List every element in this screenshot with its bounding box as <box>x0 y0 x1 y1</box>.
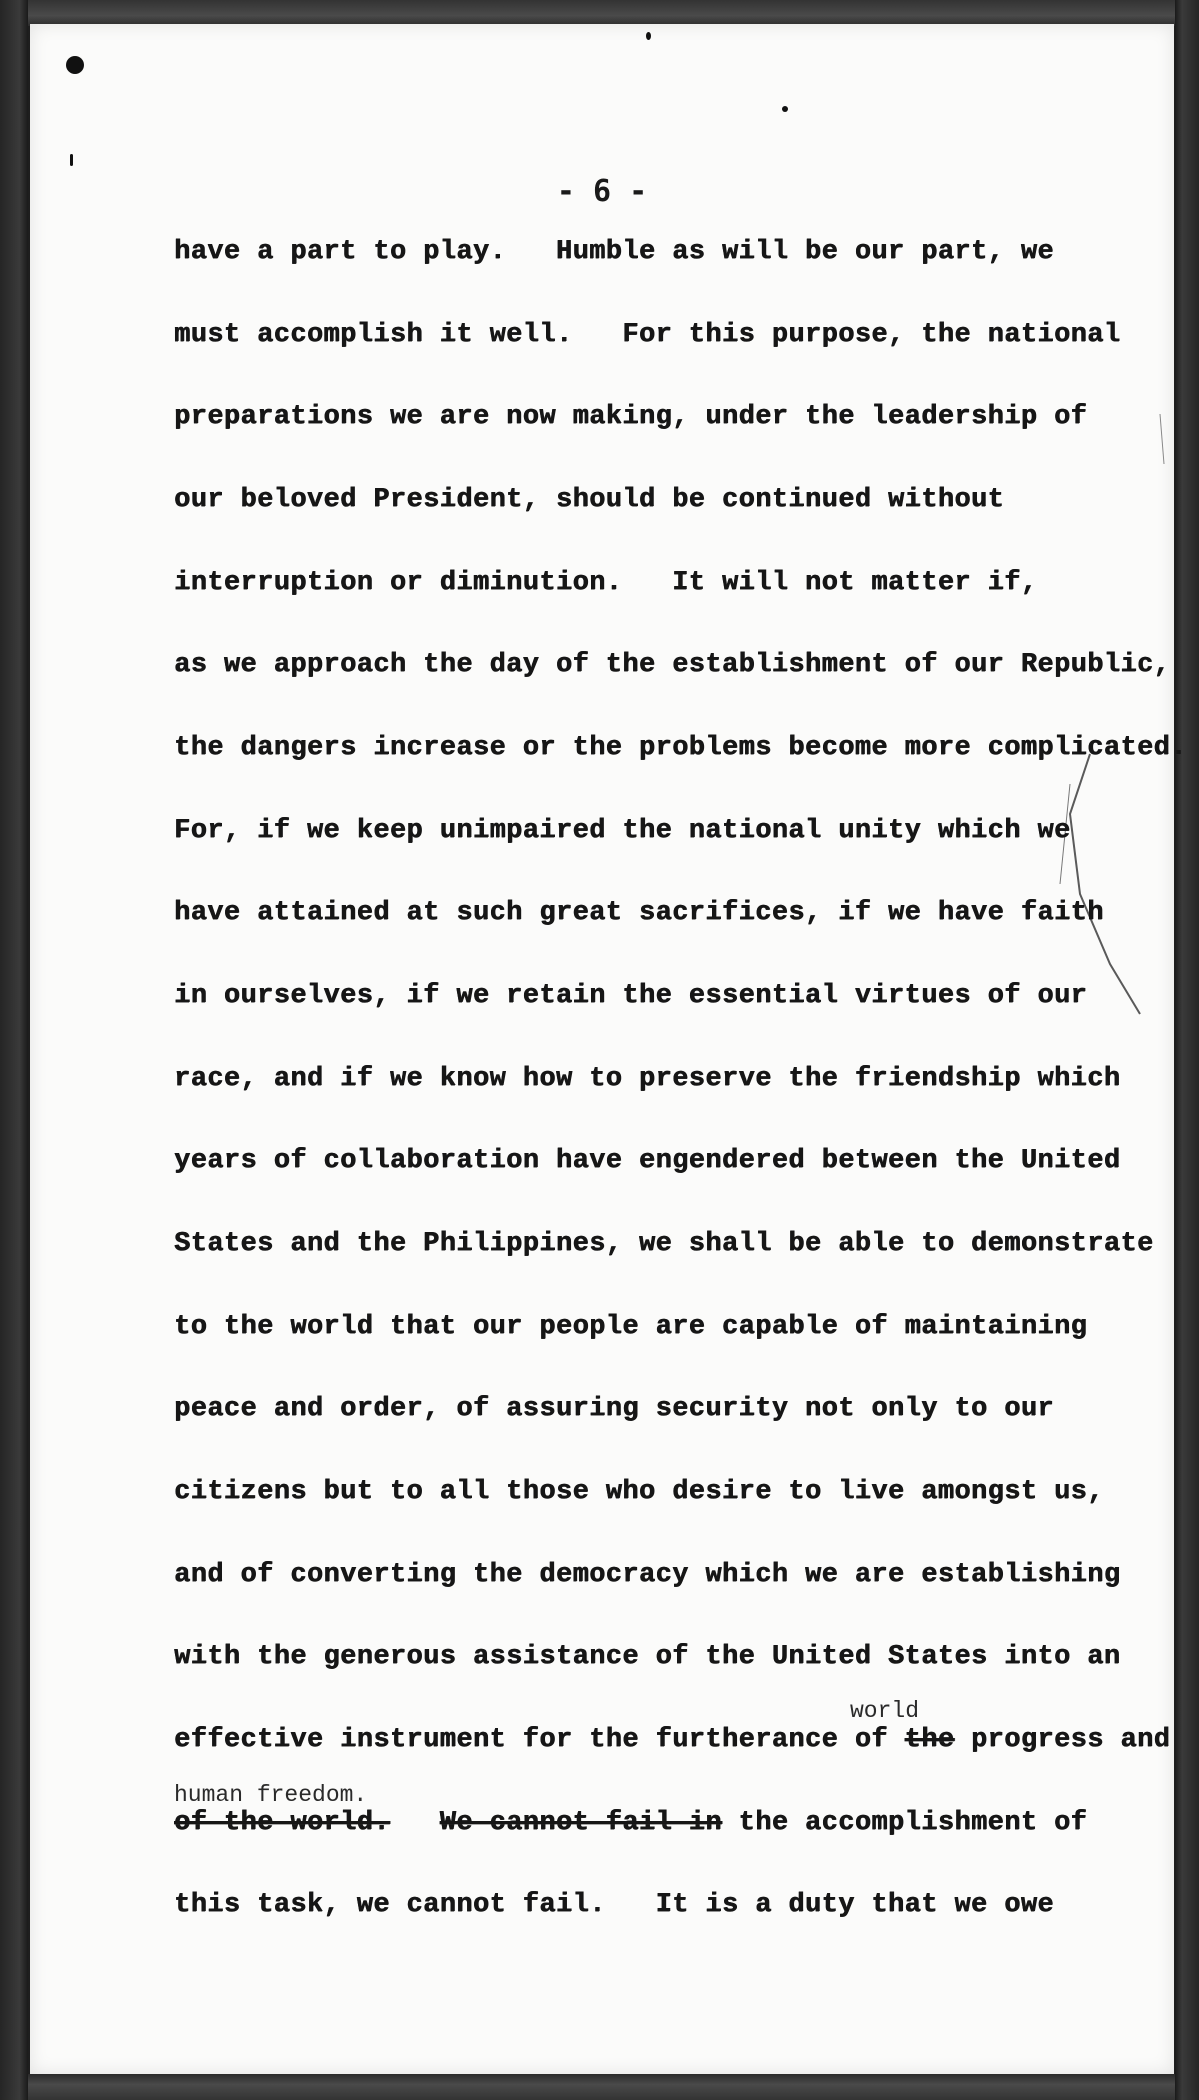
line20-rest: the accomplishment of <box>721 1808 1088 1838</box>
text-line-6: as we approach the day of the establishment of our Republic, <box>174 650 1171 680</box>
scan-edge-bottom <box>0 2074 1199 2100</box>
ink-speck <box>646 32 651 40</box>
text-line-15: peace and order, of assuring security not only to our <box>174 1394 1054 1424</box>
ink-speck <box>782 106 788 112</box>
text-line-8: For, if we keep unimpaired the national unity which we <box>174 816 1071 846</box>
line19-prefix: effective instrument for the furtherance of <box>174 1725 905 1755</box>
scan-edge-top <box>0 0 1199 26</box>
text-line-12: years of collaboration have engendered between the United <box>174 1146 1121 1176</box>
text-line-9: have attained at such great sacrifices, if we have faith <box>174 898 1104 928</box>
line19-suffix: progress and <box>954 1725 1171 1755</box>
text-line-5: interruption or diminution. It will not matter if, <box>174 568 1038 598</box>
text-line-17: and of converting the democracy which we are establishing <box>174 1560 1121 1590</box>
text-line-14: to the world that our people are capable of maintaining <box>174 1312 1088 1342</box>
scan-edge-right <box>1175 0 1199 2100</box>
typed-sheet <box>30 24 1187 2074</box>
struck-phrase-of-the-world: of the world. <box>174 1808 390 1838</box>
text-line-21: this task, we cannot fail. It is a duty that we owe <box>174 1890 1054 1920</box>
text-line-13: States and the Philippines, we shall be able to demonstrate <box>174 1229 1154 1259</box>
scan-edge-left <box>0 0 28 2100</box>
text-line-19 <box>174 1725 1170 1755</box>
text-line-20 <box>174 1808 1087 1838</box>
text-line-18: with the generous assistance of the United States into an <box>174 1642 1121 1672</box>
struck-phrase-we-cannot-fail-in: We cannot fail in <box>439 1808 722 1838</box>
inserted-word-world: world <box>850 1698 920 1724</box>
text-line-2: must accomplish it well. For this purpose, the national <box>174 320 1121 350</box>
text-line-7: the dangers increase or the problems become more complicated. <box>174 733 1187 763</box>
inserted-phrase-human-freedom: human freedom. <box>174 1782 368 1808</box>
text-line-11: race, and if we know how to preserve the friendship which <box>174 1064 1121 1094</box>
text-line-4: our beloved President, should be continued without <box>174 485 1005 515</box>
text-line-16: citizens but to all those who desire to live amongst us, <box>174 1477 1104 1507</box>
ink-speck <box>70 154 73 166</box>
text-line-10: in ourselves, if we retain the essential virtues of our <box>174 981 1088 1011</box>
ink-blot <box>66 56 84 74</box>
text-line-1: have a part to play. Humble as will be our part, we <box>174 237 1054 267</box>
struck-word-the: the <box>904 1725 955 1755</box>
text-line-3: preparations we are now making, under the leadership of <box>174 402 1088 432</box>
page-number: - 6 - <box>556 174 648 209</box>
